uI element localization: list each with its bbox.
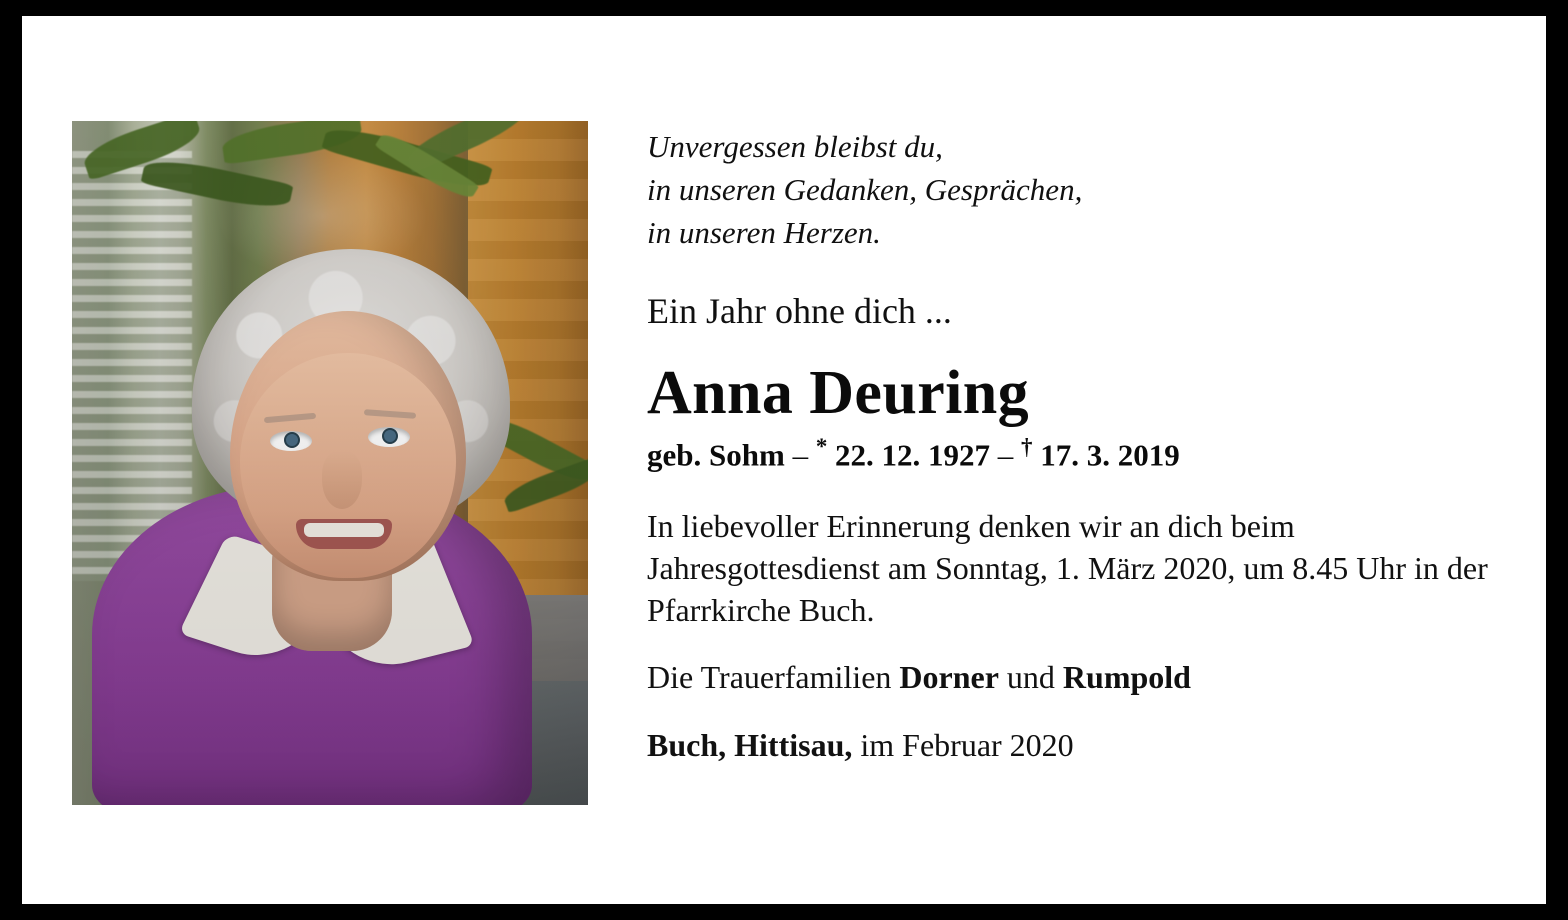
mourning-families [647,657,1497,699]
photo-background [72,121,588,805]
mouth [296,519,392,549]
notice-month: im Februar 2020 [852,726,1074,763]
person-figure [72,121,588,805]
verse-line-1: Unvergessen bleibst du, [647,129,943,164]
family-conjunction: und [998,659,1063,696]
family-prefix: Die Trauerfamilien [647,659,900,696]
portrait-photo [72,121,588,805]
pupil-left [284,432,300,448]
dash-separator-1: – [792,436,809,472]
teeth [304,523,384,537]
verse-line-2: in unseren Gedanken, Gesprächen, [647,171,1083,207]
birth-date: 22. 12. 1927 [835,436,991,472]
family-name-dorner: Dorner [899,659,999,696]
birth-star-symbol: * [815,433,828,459]
family-name-rumpold: Rumpold [1062,659,1191,696]
notice-text-column [647,126,1497,767]
deceased-name: Anna Deuring [647,359,1030,428]
memorial-verse [647,126,1497,254]
death-date: 17. 3. 2019 [1040,436,1180,472]
notice-subtitle: Ein Jahr ohne dich ... [647,291,952,332]
nose [322,451,362,509]
life-dates [647,433,1497,475]
dash-separator-2: – [997,436,1014,472]
memorial-service-text: In liebevoller Erinnerung denken wir an dich beim Jahresgottesdienst am Sonntag, 1. März 2020, um 8.45 Uhr in der Pfarrkirche Buch. [647,507,1488,629]
pupil-right [382,428,398,444]
place-and-date [647,725,1497,767]
verse-line-3: in unseren Herzen. [647,214,881,250]
notice-card [22,16,1546,904]
place-names: Buch, Hittisau, [647,726,853,763]
death-cross-symbol: † [1021,433,1033,459]
maiden-name: geb. Sohm [647,436,785,472]
